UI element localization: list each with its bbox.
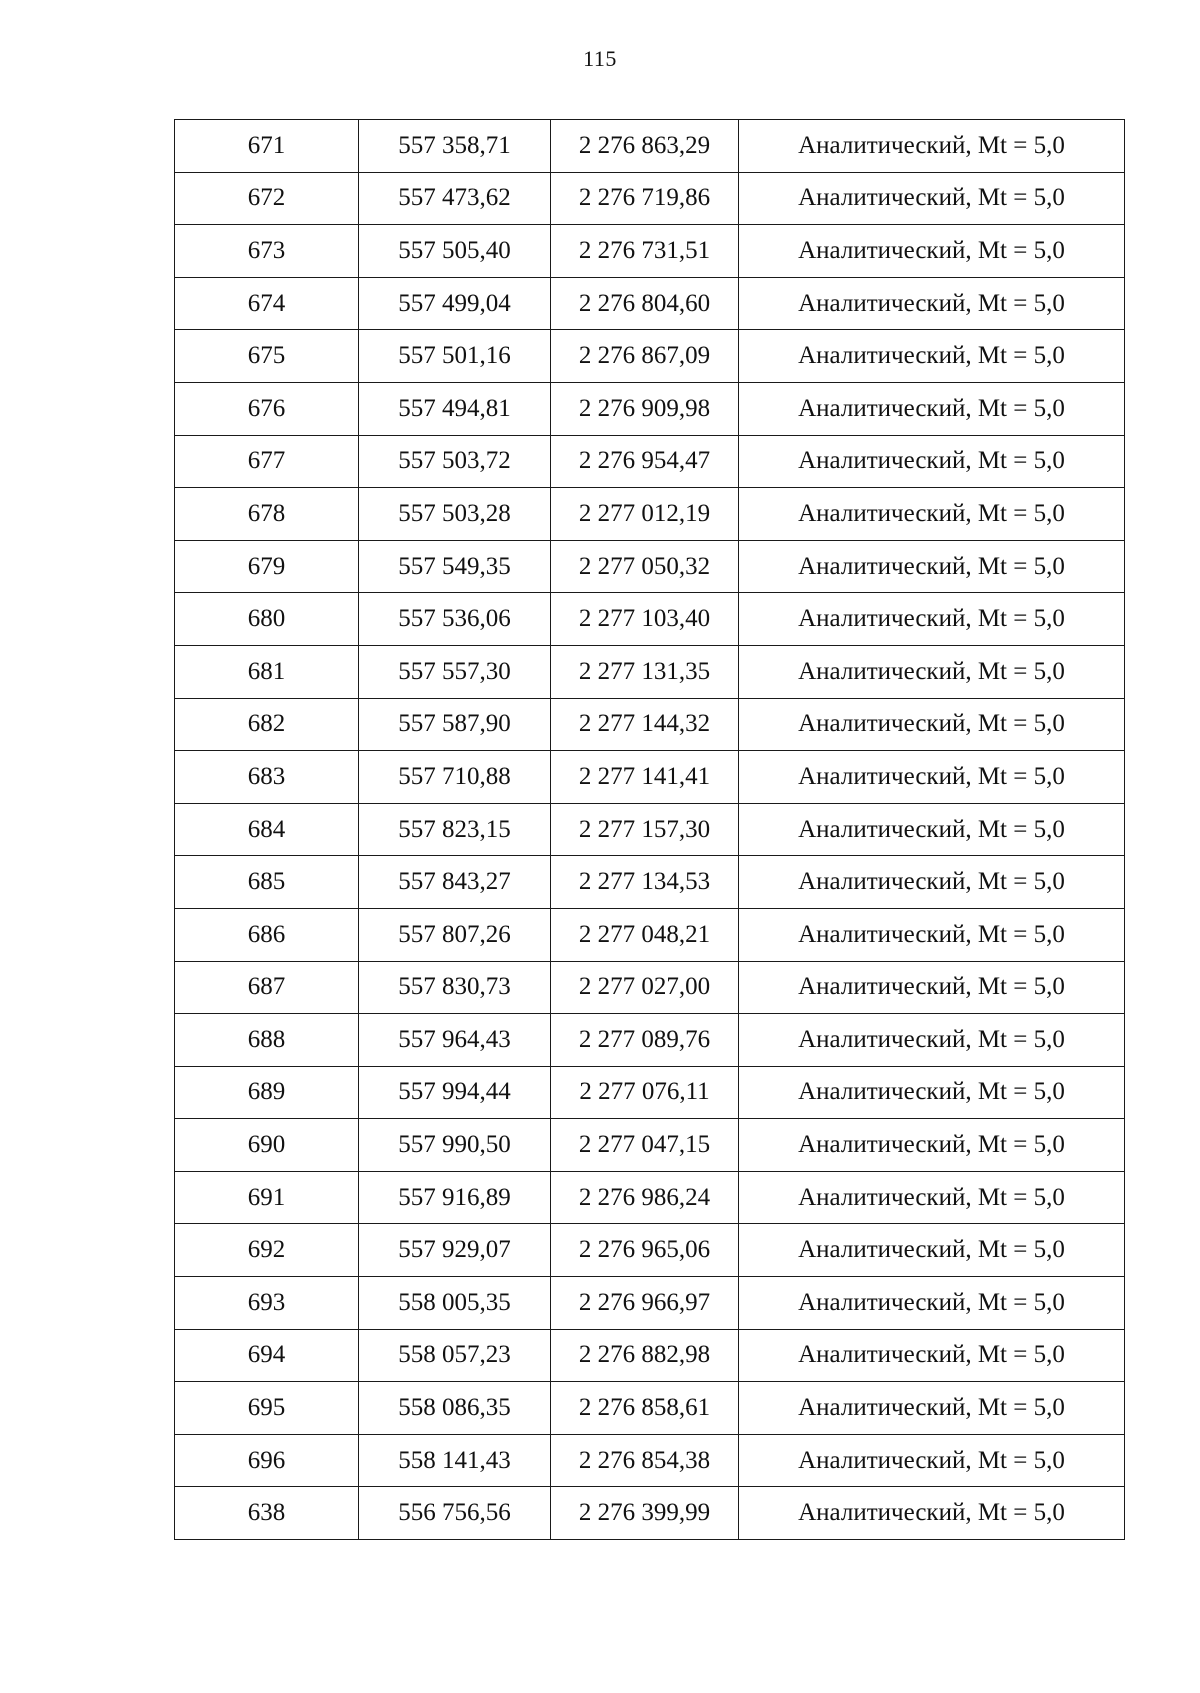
cell-method: Аналитический, Mt = 5,0: [739, 540, 1125, 593]
cell-y-coordinate: 2 277 050,32: [551, 540, 739, 593]
cell-method: Аналитический, Mt = 5,0: [739, 856, 1125, 909]
table-row: [175, 593, 1125, 646]
cell-method: Аналитический, Mt = 5,0: [739, 120, 1125, 173]
table-row: [175, 856, 1125, 909]
cell-method: Аналитический, Mt = 5,0: [739, 1434, 1125, 1487]
cell-point-number: 671: [175, 120, 359, 173]
cell-x-coordinate: 557 990,50: [359, 1119, 551, 1172]
cell-y-coordinate: 2 276 804,60: [551, 277, 739, 330]
table-row: [175, 1066, 1125, 1119]
cell-method: Аналитический, Mt = 5,0: [739, 908, 1125, 961]
cell-method: Аналитический, Mt = 5,0: [739, 1382, 1125, 1435]
table-row: [175, 803, 1125, 856]
table-row: [175, 382, 1125, 435]
cell-x-coordinate: 557 536,06: [359, 593, 551, 646]
cell-y-coordinate: 2 276 731,51: [551, 225, 739, 278]
table-row: [175, 1329, 1125, 1382]
cell-point-number: 678: [175, 488, 359, 541]
cell-y-coordinate: 2 277 089,76: [551, 1014, 739, 1067]
cell-x-coordinate: 557 503,72: [359, 435, 551, 488]
cell-point-number: 693: [175, 1277, 359, 1330]
table-row: [175, 540, 1125, 593]
cell-point-number: 681: [175, 645, 359, 698]
cell-y-coordinate: 2 276 719,86: [551, 172, 739, 225]
cell-y-coordinate: 2 277 048,21: [551, 908, 739, 961]
cell-method: Аналитический, Mt = 5,0: [739, 435, 1125, 488]
cell-method: Аналитический, Mt = 5,0: [739, 803, 1125, 856]
cell-point-number: 683: [175, 751, 359, 804]
cell-y-coordinate: 2 276 399,99: [551, 1487, 739, 1540]
cell-method: Аналитический, Mt = 5,0: [739, 1329, 1125, 1382]
table-row: [175, 1487, 1125, 1540]
cell-point-number: 696: [175, 1434, 359, 1487]
table-body: [175, 120, 1125, 1540]
cell-x-coordinate: 557 916,89: [359, 1171, 551, 1224]
cell-x-coordinate: 557 843,27: [359, 856, 551, 909]
cell-y-coordinate: 2 276 858,61: [551, 1382, 739, 1435]
table-row: [175, 1382, 1125, 1435]
cell-y-coordinate: 2 277 141,41: [551, 751, 739, 804]
cell-method: Аналитический, Mt = 5,0: [739, 225, 1125, 278]
cell-x-coordinate: 557 549,35: [359, 540, 551, 593]
cell-y-coordinate: 2 276 954,47: [551, 435, 739, 488]
cell-point-number: 677: [175, 435, 359, 488]
table-row: [175, 751, 1125, 804]
table-row: [175, 435, 1125, 488]
cell-point-number: 694: [175, 1329, 359, 1382]
cell-method: Аналитический, Mt = 5,0: [739, 645, 1125, 698]
table-row: [175, 1277, 1125, 1330]
cell-y-coordinate: 2 276 966,97: [551, 1277, 739, 1330]
cell-x-coordinate: 557 710,88: [359, 751, 551, 804]
cell-method: Аналитический, Mt = 5,0: [739, 330, 1125, 383]
cell-y-coordinate: 2 276 965,06: [551, 1224, 739, 1277]
cell-x-coordinate: 557 505,40: [359, 225, 551, 278]
cell-method: Аналитический, Mt = 5,0: [739, 698, 1125, 751]
cell-point-number: 675: [175, 330, 359, 383]
cell-y-coordinate: 2 276 882,98: [551, 1329, 739, 1382]
cell-point-number: 695: [175, 1382, 359, 1435]
cell-point-number: 682: [175, 698, 359, 751]
cell-y-coordinate: 2 277 027,00: [551, 961, 739, 1014]
cell-x-coordinate: 557 499,04: [359, 277, 551, 330]
cell-point-number: 689: [175, 1066, 359, 1119]
cell-y-coordinate: 2 277 012,19: [551, 488, 739, 541]
cell-x-coordinate: 557 587,90: [359, 698, 551, 751]
cell-x-coordinate: 557 503,28: [359, 488, 551, 541]
cell-x-coordinate: 557 557,30: [359, 645, 551, 698]
cell-y-coordinate: 2 276 909,98: [551, 382, 739, 435]
cell-point-number: 638: [175, 1487, 359, 1540]
cell-method: Аналитический, Mt = 5,0: [739, 1014, 1125, 1067]
cell-y-coordinate: 2 277 131,35: [551, 645, 739, 698]
cell-x-coordinate: 557 358,71: [359, 120, 551, 173]
table-row: [175, 1119, 1125, 1172]
cell-y-coordinate: 2 276 867,09: [551, 330, 739, 383]
cell-method: Аналитический, Mt = 5,0: [739, 488, 1125, 541]
cell-method: Аналитический, Mt = 5,0: [739, 1487, 1125, 1540]
cell-method: Аналитический, Mt = 5,0: [739, 1277, 1125, 1330]
table-row: [175, 1014, 1125, 1067]
table-row: [175, 1224, 1125, 1277]
coordinates-table: [174, 119, 1125, 1540]
cell-point-number: 688: [175, 1014, 359, 1067]
cell-method: Аналитический, Mt = 5,0: [739, 382, 1125, 435]
cell-method: Аналитический, Mt = 5,0: [739, 961, 1125, 1014]
table-row: [175, 908, 1125, 961]
table-row: [175, 961, 1125, 1014]
cell-method: Аналитический, Mt = 5,0: [739, 751, 1125, 804]
table-row: [175, 330, 1125, 383]
table-row: [175, 645, 1125, 698]
cell-method: Аналитический, Mt = 5,0: [739, 1066, 1125, 1119]
cell-x-coordinate: 557 807,26: [359, 908, 551, 961]
cell-y-coordinate: 2 277 134,53: [551, 856, 739, 909]
cell-point-number: 673: [175, 225, 359, 278]
table-row: [175, 120, 1125, 173]
cell-y-coordinate: 2 276 986,24: [551, 1171, 739, 1224]
cell-method: Аналитический, Mt = 5,0: [739, 277, 1125, 330]
page-number: 115: [583, 46, 617, 71]
cell-x-coordinate: 557 964,43: [359, 1014, 551, 1067]
cell-method: Аналитический, Mt = 5,0: [739, 593, 1125, 646]
cell-method: Аналитический, Mt = 5,0: [739, 1119, 1125, 1172]
cell-x-coordinate: 557 830,73: [359, 961, 551, 1014]
cell-point-number: 686: [175, 908, 359, 961]
cell-method: Аналитический, Mt = 5,0: [739, 172, 1125, 225]
cell-y-coordinate: 2 277 076,11: [551, 1066, 739, 1119]
cell-x-coordinate: 557 823,15: [359, 803, 551, 856]
cell-x-coordinate: 558 057,23: [359, 1329, 551, 1382]
cell-method: Аналитический, Mt = 5,0: [739, 1224, 1125, 1277]
cell-x-coordinate: 558 141,43: [359, 1434, 551, 1487]
cell-point-number: 685: [175, 856, 359, 909]
cell-point-number: 680: [175, 593, 359, 646]
cell-x-coordinate: 557 473,62: [359, 172, 551, 225]
cell-point-number: 672: [175, 172, 359, 225]
cell-x-coordinate: 558 086,35: [359, 1382, 551, 1435]
table-row: [175, 698, 1125, 751]
cell-x-coordinate: 557 501,16: [359, 330, 551, 383]
cell-point-number: 692: [175, 1224, 359, 1277]
cell-y-coordinate: 2 277 144,32: [551, 698, 739, 751]
cell-y-coordinate: 2 277 157,30: [551, 803, 739, 856]
table-row: [175, 1434, 1125, 1487]
cell-y-coordinate: 2 276 863,29: [551, 120, 739, 173]
cell-y-coordinate: 2 277 103,40: [551, 593, 739, 646]
cell-point-number: 674: [175, 277, 359, 330]
cell-x-coordinate: 558 005,35: [359, 1277, 551, 1330]
cell-y-coordinate: 2 276 854,38: [551, 1434, 739, 1487]
cell-method: Аналитический, Mt = 5,0: [739, 1171, 1125, 1224]
cell-x-coordinate: 556 756,56: [359, 1487, 551, 1540]
cell-x-coordinate: 557 929,07: [359, 1224, 551, 1277]
cell-point-number: 679: [175, 540, 359, 593]
table-row: [175, 172, 1125, 225]
cell-x-coordinate: 557 494,81: [359, 382, 551, 435]
cell-point-number: 676: [175, 382, 359, 435]
table-row: [175, 1171, 1125, 1224]
table-row: [175, 277, 1125, 330]
cell-y-coordinate: 2 277 047,15: [551, 1119, 739, 1172]
cell-point-number: 684: [175, 803, 359, 856]
table-row: [175, 488, 1125, 541]
cell-point-number: 691: [175, 1171, 359, 1224]
table-row: [175, 225, 1125, 278]
cell-point-number: 687: [175, 961, 359, 1014]
cell-x-coordinate: 557 994,44: [359, 1066, 551, 1119]
cell-point-number: 690: [175, 1119, 359, 1172]
